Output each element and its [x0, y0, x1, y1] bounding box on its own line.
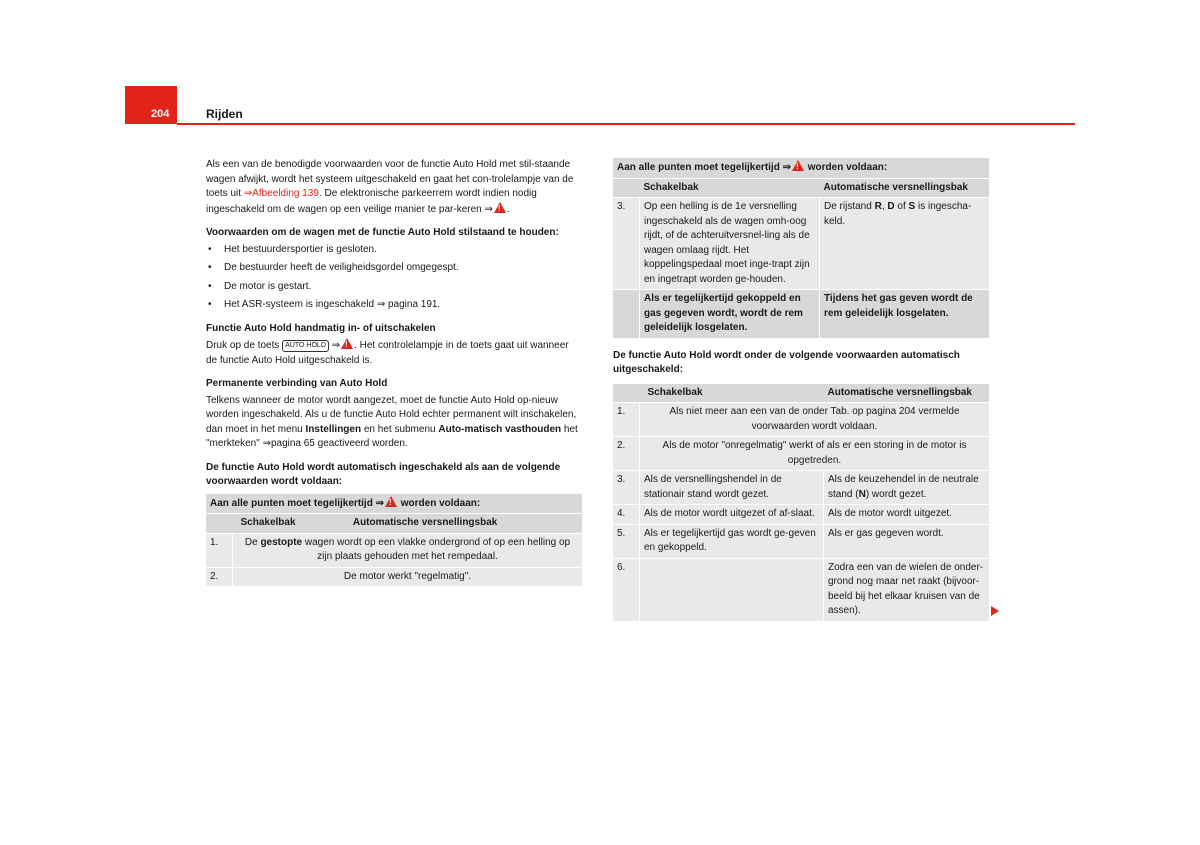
table-row — [206, 533, 582, 567]
row-number: 1. — [206, 533, 233, 567]
cell-text: of — [894, 201, 909, 212]
table-row — [613, 471, 989, 505]
submenu-vasthouden: Auto-matisch vasthouden — [438, 423, 562, 435]
permanent-text-2: en het submenu — [361, 423, 439, 435]
table-row — [613, 505, 989, 525]
header-cell: Automatische versnellingsbak — [824, 384, 990, 403]
caption-text-2: worden voldaan: — [397, 497, 481, 509]
intro-text-3: . — [506, 203, 510, 215]
caption-text-1: Aan alle punten moet tegelijkertijd ⇒ — [210, 497, 384, 509]
row-cell-manual: Als er tegelijkertijd gas wordt ge-geven en gekoppeld. — [640, 524, 824, 558]
caption-text-2: worden voldaan: — [804, 162, 888, 173]
right-column — [613, 158, 989, 622]
row-text: Als de motor "onregelmatig" werkt of als er een storing in de motor is opgetreden. — [640, 437, 990, 471]
row-cell-manual: Als de versnellingshendel in de stationair stand wordt gezet. — [640, 471, 824, 505]
row-text: De motor werkt "regelmatig". — [233, 567, 583, 587]
gear-d: D — [887, 201, 895, 212]
cell-text: , — [881, 201, 888, 212]
row-cell-manual — [640, 558, 824, 621]
header-cell — [613, 384, 640, 403]
table-row — [613, 198, 989, 290]
auto-on-table-continued — [613, 158, 989, 339]
manual-text-2: ⇒ — [328, 340, 341, 351]
header-cell: Schakelbak — [640, 178, 820, 198]
auto-off-table — [613, 384, 989, 622]
left-column — [206, 158, 582, 587]
table-row — [613, 290, 989, 339]
intro-paragraph — [206, 158, 582, 217]
row-text-bold: gestopte — [260, 536, 303, 548]
intro-text-2: . De elektronische parkeerrem wordt indien nodig ingeschakeld om de wagen op een veilige manier te par-keren ⇒ — [206, 188, 537, 215]
section-title: Rijden — [206, 107, 243, 121]
list-item: • Het ASR-systeem is ingeschakeld ⇒ pagina 191. — [206, 298, 582, 313]
table-row — [613, 558, 989, 621]
manual-paragraph — [206, 338, 582, 368]
next-page-arrow-icon[interactable] — [991, 606, 999, 616]
row-number — [613, 290, 640, 339]
list-item: • De motor is gestart. — [206, 280, 582, 295]
cell-text: ) wordt gezet. — [865, 488, 927, 500]
row-cell-automatic: Als de motor wordt uitgezet. — [824, 505, 990, 525]
table-row — [613, 524, 989, 558]
intro-text-1: Als een van de benodigde voorwaarden voor de functie Auto Hold met stil-staande wagen afwijkt, wordt het systeem uitgeschakeld en gaat het con-trolelampje van de toets uit — [206, 159, 574, 199]
row-cell-automatic — [824, 471, 990, 505]
row-number: 2. — [206, 567, 233, 587]
warning-icon[interactable] — [792, 160, 804, 171]
header-cell: Schakelbak — [640, 384, 824, 403]
permanent-text-3: het "merkteken" ⇒pagina 65 geactiveerd worden. — [206, 423, 578, 449]
table-row — [613, 437, 989, 471]
menu-instellingen: Instellingen — [305, 423, 362, 435]
manual-heading: Functie Auto Hold handmatig in- of uitschakelen — [206, 322, 436, 334]
conditions-heading: Voorwaarden om de wagen met de functie Auto Hold stilstaand te houden: — [206, 227, 559, 238]
row-number: 5. — [613, 524, 640, 558]
row-number: 3. — [613, 198, 640, 290]
row-cell-manual: Als er tegelijkertijd gekoppeld en gas gegeven wordt, wordt de rem geleidelijk losgelaten. — [640, 290, 820, 339]
figure-link[interactable]: ⇒Afbeelding 139 — [243, 188, 319, 199]
row-cell-manual: Als de motor wordt uitgezet of af-slaat. — [640, 505, 824, 525]
row-number: 3. — [613, 471, 640, 505]
header-cell: Automatische versnellingsbak — [349, 514, 582, 534]
warning-icon[interactable] — [341, 338, 353, 349]
table-row — [206, 567, 582, 587]
row-cell-automatic: Als er gas gegeven wordt. — [824, 524, 990, 558]
conditions-list — [206, 243, 582, 313]
row-number: 6. — [613, 558, 640, 621]
caption-text-1: Aan alle punten moet tegelijkertijd ⇒ — [617, 162, 791, 173]
auto-heading: De functie Auto Hold wordt automatisch ingeschakeld als aan de volgende voorwaarden wordt voldaan: — [206, 461, 561, 487]
header-cell — [206, 514, 233, 534]
row-text-a: De — [244, 536, 261, 548]
row-cell-automatic: Zodra een van de wielen de onder-grond nog maar net raakt (bijvoor-beeld bij het elkaar kruisen van de assen). — [824, 558, 990, 621]
auto-hold-key: AUTO HOLD — [282, 340, 329, 352]
table-caption — [206, 494, 582, 514]
permanent-heading: Permanente verbinding van Auto Hold — [206, 378, 388, 389]
header-cell — [613, 178, 640, 198]
cell-text: De rijstand — [824, 201, 875, 212]
off-heading: De functie Auto Hold wordt onder de volgende voorwaarden automatisch uitgeschakeld: — [613, 349, 960, 375]
gear-s: S — [908, 201, 916, 212]
gear-n: N — [858, 488, 866, 500]
page-number: 204 — [125, 86, 177, 124]
gear-r: R — [874, 201, 882, 212]
header-cell: Schakelbak — [233, 514, 349, 534]
list-item: • Het bestuurdersportier is gesloten. — [206, 243, 582, 258]
cell-text: Als de keuzehendel in de neutrale stand ( — [828, 474, 979, 500]
warning-icon[interactable] — [385, 496, 397, 507]
row-cell-automatic — [820, 198, 990, 290]
table-row — [613, 403, 989, 437]
cell-text: is ingescha-keld. — [824, 201, 972, 227]
row-number: 2. — [613, 437, 640, 471]
row-text: Als niet meer aan een van de onder Tab. op pagina 204 vermelde voorwaarden wordt voldaan. — [640, 403, 990, 437]
manual-text-3: . Het controlelampje in de toets gaat uit wanneer de functie Auto Hold uitgeschakeld is. — [206, 340, 569, 366]
row-cell-manual: Op een helling is de 1e versnelling ingeschakeld als de wagen omh-oog rijdt, of de achteruitversnel-ling als de wagen omlaag rijdt. Het koppelingspedaal moet inge-trapt zijn en ingetrapt worden ge-houden. — [640, 198, 820, 290]
header-cell: Automatische versnellingsbak — [820, 178, 990, 198]
list-item: • De bestuurder heeft de veiligheidsgordel omgegespt. — [206, 261, 582, 276]
permanent-paragraph — [206, 394, 582, 452]
permanent-text-1: Telkens wanneer de motor wordt aangezet, moet de functie Auto Hold op-nieuw worden ingeschakeld. Als u de functie Auto Hold echter permanent wilt inschakelen, dan moet in het menu — [206, 394, 577, 435]
warning-icon[interactable] — [494, 202, 506, 213]
row-number: 4. — [613, 505, 640, 525]
table-caption — [613, 158, 989, 178]
row-number: 1. — [613, 403, 640, 437]
manual-text-1: Druk op de toets — [206, 340, 283, 351]
header-rule — [177, 123, 1075, 125]
row-text — [233, 533, 583, 567]
row-cell-automatic: Tijdens het gas geven wordt de rem geleidelijk losgelaten. — [820, 290, 990, 339]
auto-on-table — [206, 494, 582, 588]
row-text-c: wagen wordt op een vlakke ondergrond of op een helling op zijn plaats gehouden met het rempedaal. — [302, 536, 571, 562]
